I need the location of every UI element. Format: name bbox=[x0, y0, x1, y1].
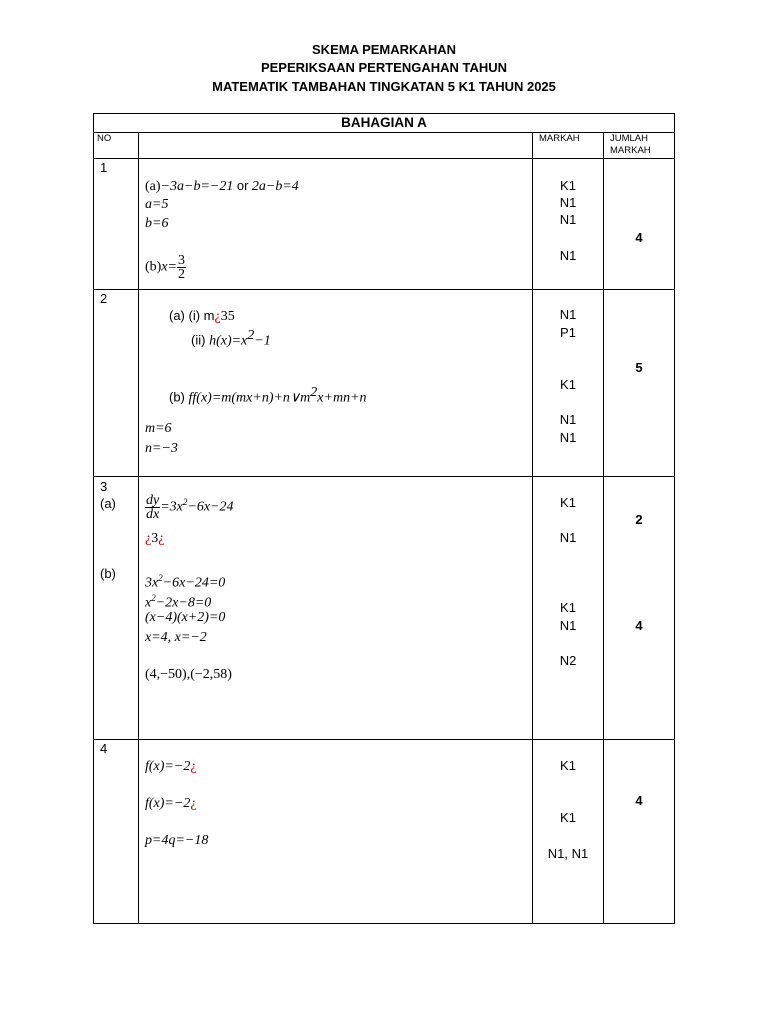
q2-b-expression-2: x+mn+n bbox=[317, 390, 367, 406]
column-header-no: NO bbox=[97, 133, 112, 144]
fraction bbox=[145, 494, 160, 521]
mark: K1 bbox=[560, 600, 576, 615]
question-number: 3 bbox=[100, 479, 108, 494]
q1-a-label: (a) bbox=[145, 179, 161, 194]
table-border-left bbox=[93, 113, 94, 924]
mark: K1 bbox=[560, 810, 576, 825]
total-mark: 2 bbox=[635, 512, 643, 527]
q2-a-ii-label: (ii) bbox=[191, 332, 206, 348]
q3-a-result bbox=[145, 531, 164, 546]
mark: N1 bbox=[559, 530, 577, 545]
q1-b-label: (b) bbox=[145, 259, 162, 275]
marking-scheme-table bbox=[93, 113, 675, 924]
table-border-right bbox=[674, 113, 675, 924]
q1-a-equation-2: 2a−b=4 bbox=[251, 179, 299, 194]
fraction-denominator: 2 bbox=[178, 267, 185, 282]
q2-b bbox=[169, 385, 367, 405]
column-divider bbox=[138, 132, 139, 924]
mark: N2 bbox=[559, 653, 577, 668]
q3-b-line-1a: 3x bbox=[145, 575, 159, 591]
symbol: ¿ bbox=[145, 531, 152, 546]
q3-b-line-2 bbox=[145, 591, 211, 611]
column-header-markah: MARKAH bbox=[539, 133, 580, 144]
table-rule bbox=[93, 158, 675, 159]
mark: K1 bbox=[560, 178, 576, 193]
q2-a-ii bbox=[191, 328, 271, 348]
q1-a-working bbox=[145, 178, 299, 194]
mark: N1 bbox=[559, 248, 577, 263]
q3-b-line-4: x=4, x=−2 bbox=[145, 630, 207, 645]
q4-line-3: p=4q=−18 bbox=[145, 833, 209, 848]
mark: N1 bbox=[559, 430, 577, 445]
q3-b-line-5: (4,−50),(−2,58) bbox=[145, 667, 232, 682]
fraction-numerator: dy bbox=[146, 493, 160, 508]
document-title-line2: PEPERIKSAAN PERTENGAHAN TAHUN bbox=[260, 60, 508, 75]
column-header-jumlah: JUMLAH bbox=[610, 133, 649, 144]
symbol: ¿ bbox=[190, 759, 197, 774]
exponent: 2 bbox=[247, 328, 255, 343]
table-rule bbox=[93, 132, 675, 133]
table-rule bbox=[93, 289, 675, 290]
question-number: 2 bbox=[100, 291, 108, 306]
q3-a-expression-2: −6x−24 bbox=[187, 499, 234, 515]
question-number: 1 bbox=[100, 160, 108, 175]
q3-a-label: (a) bbox=[100, 496, 116, 511]
mark: N1 bbox=[559, 618, 577, 633]
symbol: ¿ bbox=[158, 531, 165, 546]
question-number: 4 bbox=[100, 741, 108, 756]
total-mark: 4 bbox=[635, 230, 643, 245]
mark: K1 bbox=[560, 758, 576, 773]
q3-b-line-2a: x bbox=[145, 595, 152, 611]
q3-a-derivative bbox=[145, 494, 234, 521]
mark: N1 bbox=[559, 195, 577, 210]
q2-a-ii-tail: −1 bbox=[254, 333, 271, 349]
fraction-numerator: 3 bbox=[178, 253, 185, 268]
q2-a-i-label: (a) (i) m bbox=[169, 308, 215, 323]
mark: P1 bbox=[560, 325, 576, 340]
exponent: 2 bbox=[151, 593, 156, 603]
q2-a-i bbox=[169, 308, 235, 324]
exponent: 2 bbox=[182, 497, 188, 508]
q3-b-label: (b) bbox=[100, 566, 116, 581]
q2-n-value: n=−3 bbox=[145, 441, 178, 456]
exponent: 2 bbox=[310, 385, 318, 400]
q3-b-line-2b: −2x−8=0 bbox=[155, 595, 212, 611]
mark: K1 bbox=[560, 377, 576, 392]
q1-a-value: a=5 bbox=[145, 197, 169, 212]
mark: N1, N1 bbox=[547, 846, 589, 861]
q1-b-working bbox=[145, 254, 186, 281]
q2-b-label: (b) bbox=[169, 389, 185, 405]
q1-b-x: x= bbox=[161, 259, 177, 275]
q2-a-ii-expression: h(x)=x bbox=[209, 333, 248, 349]
q2-a-i-value: 35 bbox=[220, 309, 235, 324]
symbol: ¿ bbox=[190, 796, 197, 811]
q3-a-expression-1: =3x bbox=[160, 499, 183, 515]
table-border-top bbox=[93, 113, 675, 114]
q3-b-line-1 bbox=[145, 571, 225, 591]
q2-m-value: m=6 bbox=[145, 421, 172, 436]
q4-line-1 bbox=[145, 759, 197, 774]
q1-a-equation-1: −3a−b=−21 bbox=[160, 179, 234, 194]
column-header-jumlah-markah: MARKAH bbox=[610, 145, 651, 156]
document-title-line1: SKEMA PEMARKAHAN bbox=[312, 42, 456, 57]
total-mark: 4 bbox=[635, 618, 643, 633]
q4-line-1-expression: f(x)=−2 bbox=[145, 759, 191, 774]
q3-b-line-1b: −6x−24=0 bbox=[162, 575, 226, 591]
symbol: ¿ bbox=[214, 309, 221, 324]
q4-line-2-expression: f(x)=−2 bbox=[145, 796, 191, 811]
mark: N1 bbox=[559, 307, 577, 322]
fraction-denominator: dx bbox=[146, 507, 160, 522]
table-border-bottom bbox=[93, 923, 675, 924]
total-mark: 4 bbox=[635, 793, 643, 808]
q1-b-value: b=6 bbox=[145, 216, 169, 231]
q3-a-value: 3 bbox=[151, 531, 159, 546]
exponent: 2 bbox=[158, 573, 163, 583]
mark: N1 bbox=[559, 212, 577, 227]
section-title: BAHAGIAN A bbox=[341, 115, 427, 130]
table-rule bbox=[93, 739, 675, 740]
fraction bbox=[177, 254, 186, 281]
q3-b-line-3: (x−4)(x+2)=0 bbox=[145, 610, 226, 625]
q2-b-expression-1: ff(x)=m(mx+n)+n∨m bbox=[188, 390, 311, 406]
total-mark: 5 bbox=[635, 360, 643, 375]
q4-line-2 bbox=[145, 796, 197, 811]
mark: K1 bbox=[560, 495, 576, 510]
or-text: or bbox=[236, 178, 249, 193]
mark: N1 bbox=[559, 412, 577, 427]
document-title-line3: MATEMATIK TAMBAHAN TINGKATAN 5 K1 TAHUN 2025 bbox=[212, 79, 556, 94]
table-rule bbox=[93, 476, 675, 477]
